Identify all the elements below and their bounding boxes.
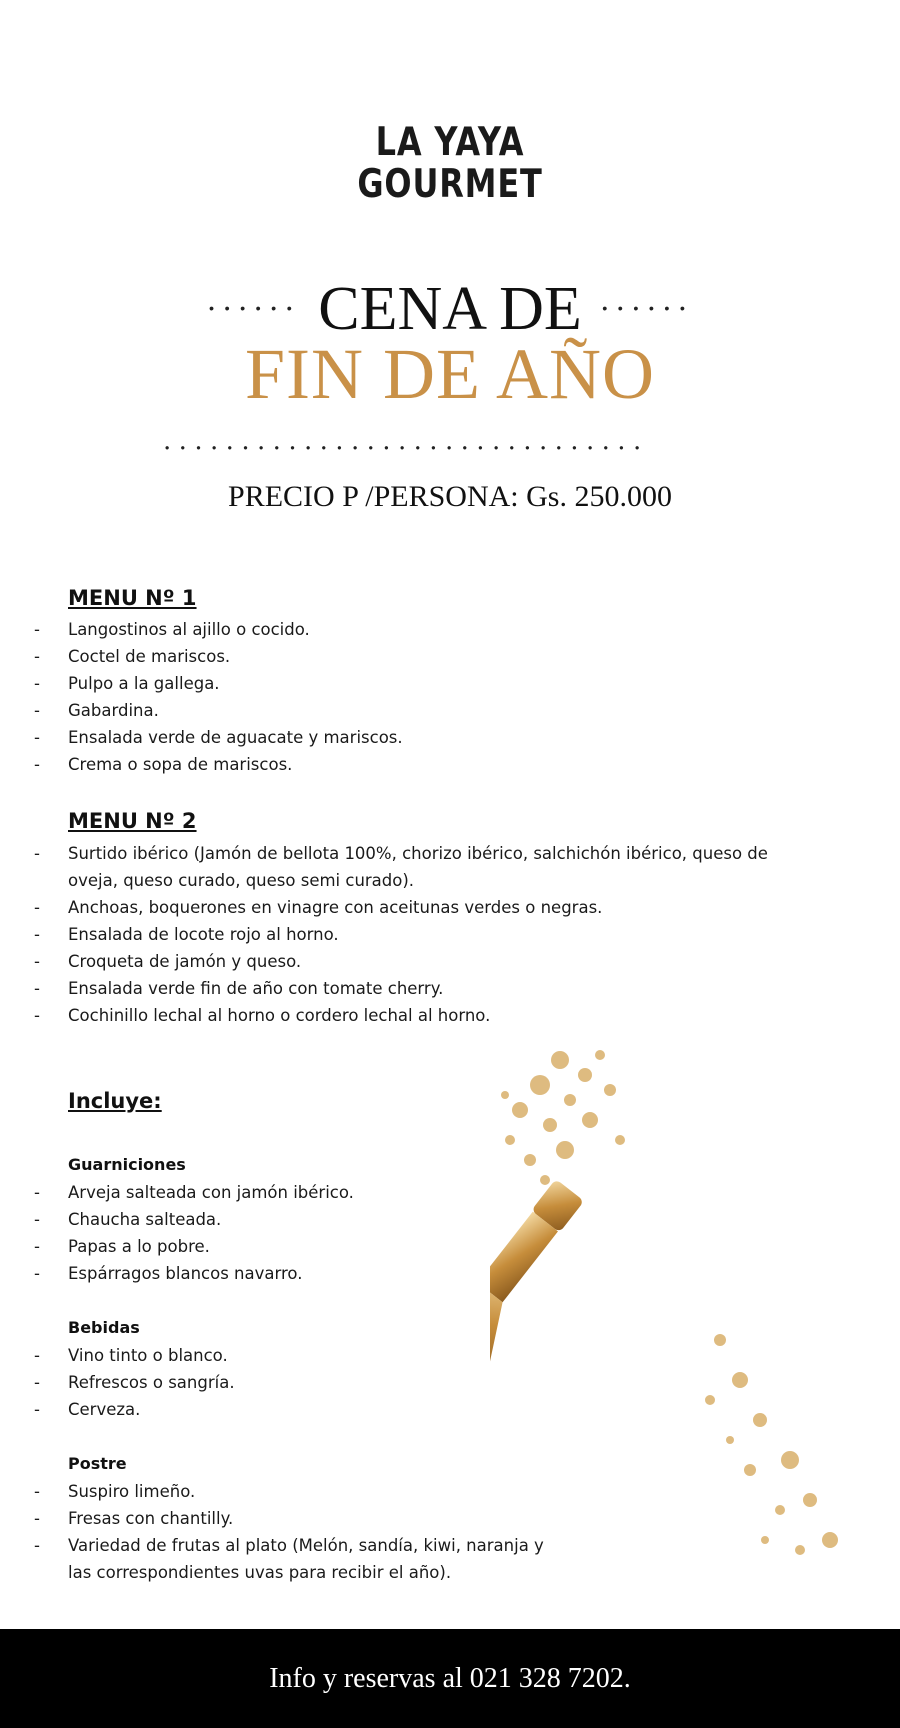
list-item: - Suspiro limeño. [34, 1482, 196, 1501]
menu-2-heading: MENU Nº 2 [68, 809, 197, 833]
price-per-person: PRECIO P /PERSONA: Gs. 250.000 [228, 480, 672, 513]
logo [81, 122, 819, 206]
dots-divider: ............................... [163, 428, 649, 454]
guarniciones-list [0, 1179, 500, 1287]
list-item: - Cerveza. [34, 1400, 141, 1419]
list-item: - Anchoas, boquerones en vinagre con aceitunas verdes o negras. [34, 898, 603, 917]
list-item: - Chaucha salteada. [34, 1210, 222, 1229]
menu-1-heading: MENU Nº 1 [68, 586, 197, 610]
bebidas-list [0, 1342, 500, 1423]
list-item: - Langostinos al ajillo o cocido. [34, 620, 310, 639]
list-item: - Variedad de frutas al plato (Melón, sandía, kiwi, naranja y las correspondientes uvas para recibir el año). [34, 1536, 544, 1582]
list-item: - Gabardina. [34, 701, 159, 720]
menu-2-list [0, 840, 820, 1029]
list-item: - Croqueta de jamón y queso. [34, 952, 302, 971]
bebidas-heading: Bebidas [68, 1318, 140, 1337]
list-item: - Ensalada verde fin de año con tomate cherry. [34, 979, 444, 998]
logo-line-2: GOURMET [357, 162, 543, 207]
list-item: - Ensalada verde de aguacate y mariscos. [34, 728, 403, 747]
list-item: - Cochinillo lechal al horno o cordero lechal al horno. [34, 1006, 491, 1025]
menu-1-list [0, 616, 820, 778]
title-line-1: CENA DE [318, 275, 582, 343]
list-item: - Espárragos blancos navarro. [34, 1264, 303, 1283]
incluye-heading: Incluye: [68, 1089, 162, 1113]
list-item: - Crema o sopa de mariscos. [34, 755, 293, 774]
footer-contact-text: Info y reservas al 021 328 7202. [269, 1662, 631, 1694]
list-item: - Surtido ibérico (Jamón de bellota 100%, chorizo ibérico, salchichón ibérico, queso de oveja, queso curado, queso semi curado). [34, 844, 768, 890]
title-line-2: FIN DE AÑO [244, 334, 655, 414]
list-item: - Papas a lo pobre. [34, 1237, 210, 1256]
list-item: - Arveja salteada con jamón ibérico. [34, 1183, 354, 1202]
dots-left: ...... [206, 283, 300, 318]
guarniciones-heading: Guarniciones [68, 1155, 186, 1174]
list-item: - Refrescos o sangría. [34, 1373, 235, 1392]
dots-right: ...... [600, 283, 694, 318]
list-item: - Fresas con chantilly. [34, 1509, 234, 1528]
list-item: - Coctel de mariscos. [34, 647, 231, 666]
list-item: - Vino tinto o blanco. [34, 1346, 228, 1365]
logo-line-1: LA YAYA [375, 120, 525, 165]
list-item: - Pulpo a la gallega. [34, 674, 220, 693]
postre-list [0, 1478, 570, 1586]
postre-heading: Postre [68, 1454, 127, 1473]
list-item: - Ensalada de locote rojo al horno. [34, 925, 339, 944]
footer-bar [0, 1629, 900, 1728]
